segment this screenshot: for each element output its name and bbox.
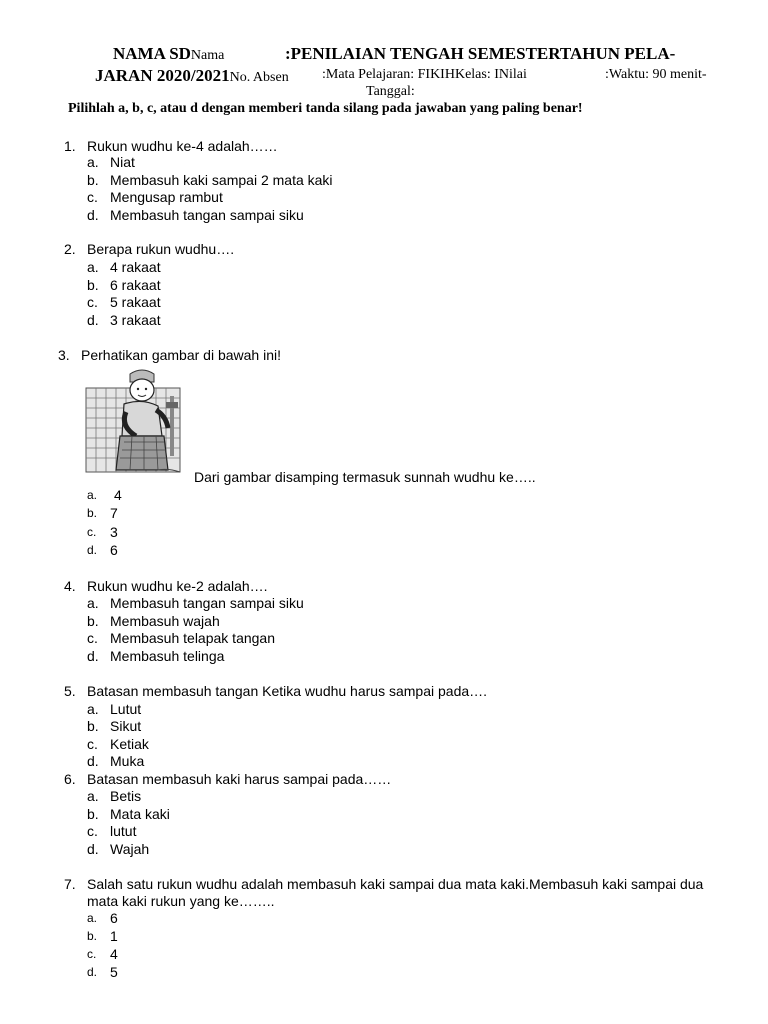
question-2-option-c-letter: c.	[87, 294, 98, 310]
date-label: Tanggal:	[366, 84, 415, 99]
question-3-option-c: 3	[110, 524, 118, 540]
question-5-number: 5.	[64, 683, 76, 699]
question-6-option-b: Mata kaki	[110, 806, 170, 822]
question-6-option-d: Wajah	[110, 841, 150, 857]
question-4-text: Rukun wudhu ke-2 adalah….	[87, 578, 268, 594]
absen-label: No. Absen	[229, 70, 289, 85]
kelas-label: Kelas: I	[454, 67, 499, 82]
school-year: JARAN 2020/2021	[95, 66, 230, 85]
question-4-option-c-letter: c.	[87, 630, 98, 646]
question-5-option-c-letter: c.	[87, 736, 98, 752]
question-3-option-d: 6	[110, 542, 118, 558]
question-6-option-b-letter: b.	[87, 806, 99, 822]
header-line-1	[113, 44, 224, 64]
question-1-option-b-letter: b.	[87, 172, 99, 188]
question-6-option-a-letter: a.	[87, 788, 99, 804]
question-1-option-c: Mengusap rambut	[110, 189, 223, 205]
instruction: Pilihlah a, b, c, atau d dengan memberi tanda silang pada jawaban yang paling benar!	[68, 101, 583, 116]
question-5-option-b-letter: b.	[87, 718, 99, 734]
question-6-text: Batasan membasuh kaki harus sampai pada……	[87, 771, 392, 787]
question-4-option-a: Membasuh tangan sampai siku	[110, 595, 304, 611]
question-7-option-b: 1	[110, 928, 118, 944]
question-5-option-d-letter: d.	[87, 753, 99, 769]
mapel-label: :Mata Pelajaran: FIKIH	[322, 67, 455, 82]
question-3-caption: Dari gambar disamping termasuk sunnah wudhu ke…..	[194, 469, 536, 485]
question-2-number: 2.	[64, 241, 76, 257]
question-7-text-line-2: mata kaki rukun yang ke……..	[87, 893, 275, 909]
question-5-option-d: Muka	[110, 753, 145, 769]
question-2-option-d: 3 rakaat	[110, 312, 161, 328]
question-2-option-b-letter: b.	[87, 277, 99, 293]
question-5-option-b: Sikut	[110, 718, 142, 734]
school-name: NAMA SD	[113, 44, 191, 63]
question-3-number: 3.	[58, 347, 70, 363]
question-4-option-b: Membasuh wajah	[110, 613, 220, 629]
question-4-option-d-letter: d.	[87, 648, 99, 664]
question-1-option-a-letter: a.	[87, 154, 99, 170]
question-4-number: 4.	[64, 578, 76, 594]
time-label: :Waktu: 90 menit-	[605, 67, 707, 82]
question-7-option-a-letter: a.	[87, 911, 98, 925]
question-3-text: Perhatikan gambar di bawah ini!	[81, 347, 282, 363]
question-1-text: Rukun wudhu ke-4 adalah……	[87, 138, 278, 154]
question-4-option-a-letter: a.	[87, 595, 99, 611]
exam-title: :PENILAIAN TENGAH SEMESTERTAHUN PELA-	[285, 44, 676, 63]
question-3-option-b: 7	[110, 505, 118, 521]
question-2-text: Berapa rukun wudhu….	[87, 241, 235, 257]
question-6-option-a: Betis	[110, 788, 142, 804]
question-6-number: 6.	[64, 771, 76, 787]
question-1-option-d-letter: d.	[87, 207, 99, 223]
question-2-option-b: 6 rakaat	[110, 277, 161, 293]
question-1-number: 1.	[64, 138, 76, 154]
question-2-option-c: 5 rakaat	[110, 294, 161, 310]
question-5-option-a-letter: a.	[87, 701, 99, 717]
question-6-option-d-letter: d.	[87, 841, 99, 857]
question-1-option-a: Niat	[110, 154, 135, 170]
question-3-option-c-letter: c.	[87, 525, 97, 539]
question-3-option-a: 4	[114, 487, 122, 503]
nilai-label: Nilai	[498, 67, 527, 82]
question-4-option-b-letter: b.	[87, 613, 99, 629]
question-1-option-b: Membasuh kaki sampai 2 mata kaki	[110, 172, 333, 188]
question-4-option-c: Membasuh telapak tangan	[110, 630, 275, 646]
question-7-number: 7.	[64, 876, 76, 892]
question-5-option-a: Lutut	[110, 701, 142, 717]
question-5-option-c: Ketiak	[110, 736, 149, 752]
question-7-option-d-letter: d.	[87, 965, 98, 979]
question-7-option-a: 6	[110, 910, 118, 926]
question-4-option-d: Membasuh telinga	[110, 648, 225, 664]
nama-label: Nama	[190, 48, 225, 63]
question-7-option-c-letter: c.	[87, 947, 97, 961]
question-6-option-c-letter: c.	[87, 823, 98, 839]
question-3-option-d-letter: d.	[87, 543, 98, 557]
question-7-text-line-1: Salah satu rukun wudhu adalah membasuh kaki sampai dua mata kaki.Membasuh kaki sampai dua	[87, 876, 704, 892]
question-2-option-a: 4 rakaat	[110, 259, 161, 275]
question-2-option-a-letter: a.	[87, 259, 99, 275]
question-5-text: Batasan membasuh tangan Ketika wudhu harus sampai pada….	[87, 683, 488, 699]
subject-label	[322, 67, 527, 83]
question-7-option-b-letter: b.	[87, 929, 98, 943]
header-line-2	[95, 66, 289, 86]
question-1-option-c-letter: c.	[87, 189, 98, 205]
question-2-option-d-letter: d.	[87, 312, 99, 328]
question-3-option-a-letter: a.	[87, 488, 98, 502]
question-7-option-c: 4	[110, 946, 118, 962]
question-6-option-c: lutut	[110, 823, 137, 839]
question-1-option-d: Membasuh tangan sampai siku	[110, 207, 304, 223]
wudhu-illustration	[80, 366, 190, 478]
question-7-option-d: 5	[110, 964, 118, 980]
question-3-option-b-letter: b.	[87, 506, 98, 520]
